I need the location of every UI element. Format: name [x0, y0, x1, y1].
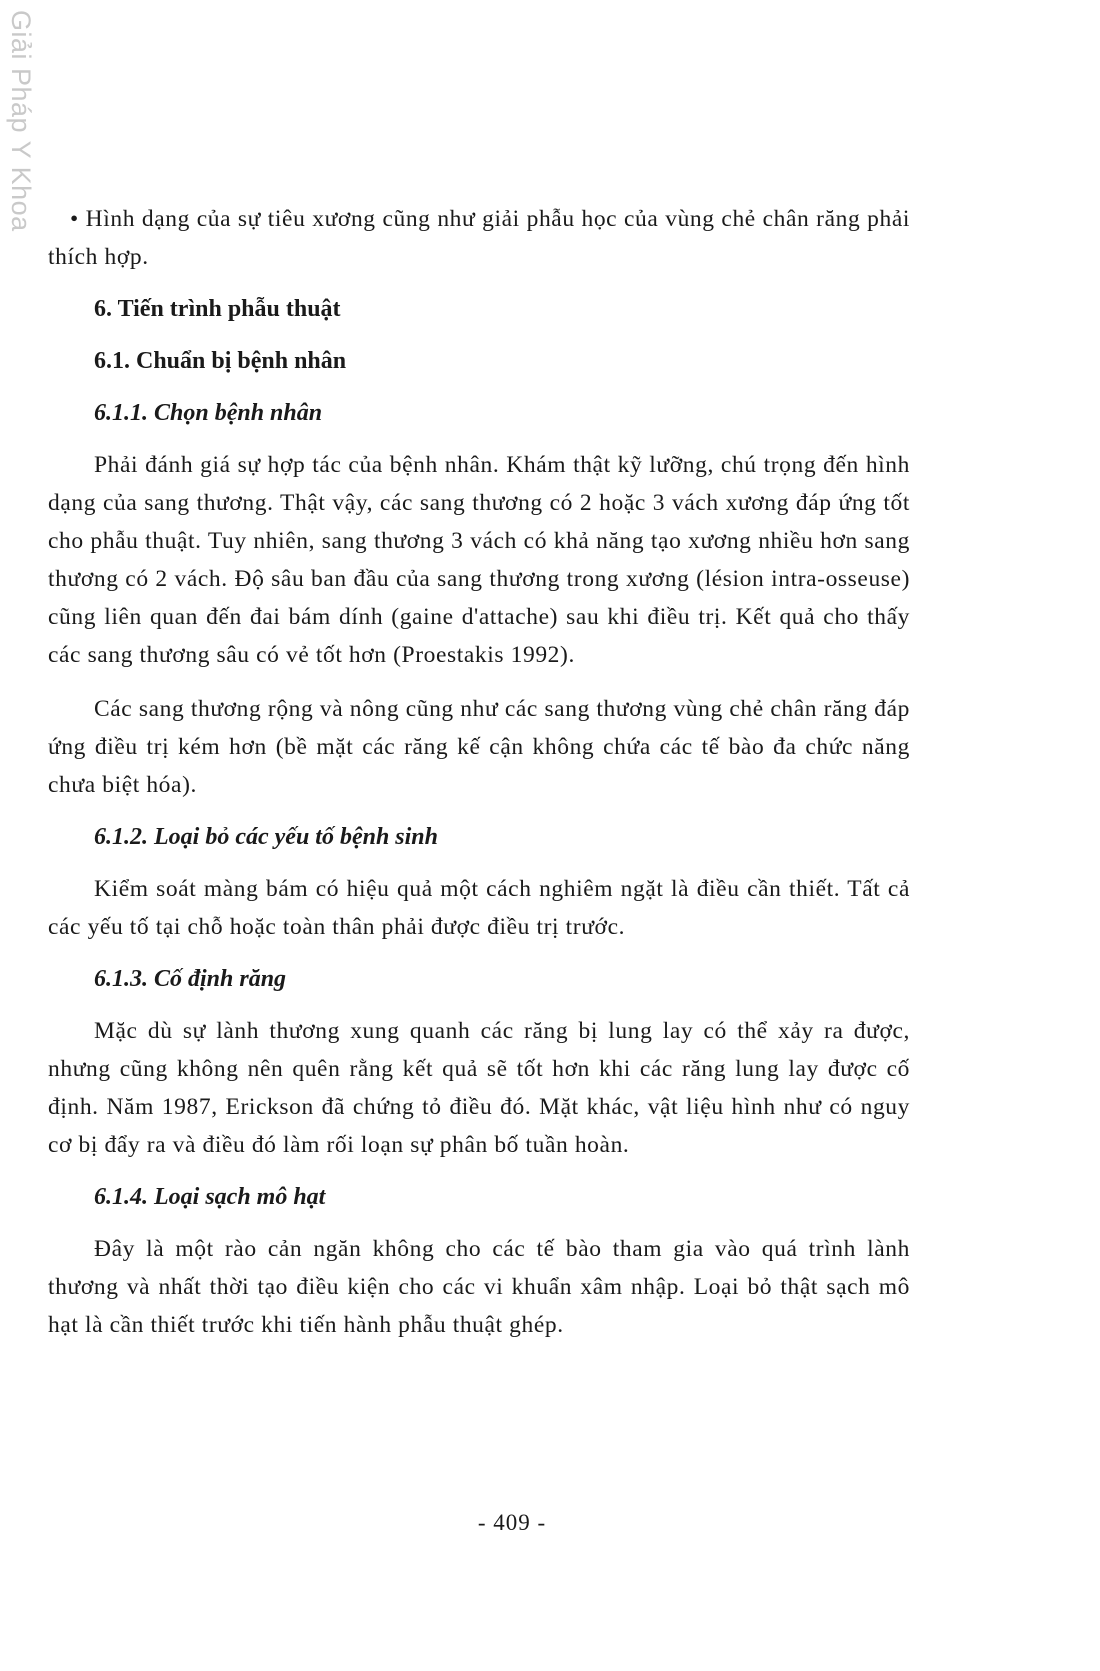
section-6-1-1-paragraph-1: Phải đánh giá sự hợp tác của bệnh nhân. Khám thật kỹ lưỡng, chú trọng đến hình dạng của sang thương. Thật vậy, các sang thương có 2 hoặc 3 vách xương đáp ứng tốt cho phẫu thuật. Tuy nhiên, sang thương 3 vách có khả năng tạo xương nhiều hơn sang thương có 2 vách. Độ sâu ban đầu của sang thương trong xương (lésion intra-osseuse) cũng liên quan đến đai bám dính (gaine d'attache) sau khi điều trị. Kết quả cho thấy các sang thương sâu có vẻ tốt hơn (Proestakis 1992). [48, 452, 910, 668]
section-6-1-heading: 6.1. Chuẩn bị bệnh nhân [94, 348, 347, 374]
section-6-1-1-paragraph-2: Các sang thương rộng và nông cũng như các sang thương vùng chẻ chân răng đáp ứng điều trị kém hơn (bề mặt các răng kế cận không chứa các tế bào đa chức năng chưa biệt hóa). [48, 696, 910, 798]
section-6-1-2-heading: 6.1.2. Loại bỏ các yếu tố bệnh sinh [94, 824, 439, 850]
section-6-1-2-paragraph: Kiểm soát màng bám có hiệu quả một cách nghiêm ngặt là điều cần thiết. Tất cả các yếu tố tại chỗ hoặc toàn thân phải được điều trị trước. [48, 876, 910, 940]
page-number: - 409 - [477, 1510, 547, 1535]
section-6-heading: 6. Tiến trình phẫu thuật [94, 296, 341, 322]
bullet-paragraph [48, 200, 910, 276]
watermark-text: Giải Pháp Y Khoa [6, 10, 36, 232]
section-6-1-3-heading: 6.1.3. Cố định răng [94, 966, 287, 992]
bullet-text: Hình dạng của sự tiêu xương cũng như giải phẫu học của vùng chẻ chân răng phải thích hợp. [48, 206, 910, 270]
section-6-1-4-paragraph: Đây là một rào cản ngăn không cho các tế bào tham gia vào quá trình lành thương và nhất thời tạo điều kiện cho các vi khuẩn xâm nhập. Loại bỏ thật sạch mô hạt là cần thiết trước khi tiến hành phẫu thuật ghép. [48, 1236, 910, 1338]
bullet-dot-icon: • [70, 206, 79, 232]
section-6-1-1-heading: 6.1.1. Chọn bệnh nhân [94, 400, 323, 426]
section-6-1-3-paragraph: Mặc dù sự lành thương xung quanh các răng bị lung lay có thể xảy ra được, nhưng cũng không nên quên rằng kết quả sẽ tốt hơn khi các răng lung lay được cố định. Năm 1987, Erickson đã chứng tỏ điều đó. Mặt khác, vật liệu hình như có nguy cơ bị đẩy ra và điều đó làm rối loạn sự phân bố tuần hoàn. [48, 1018, 910, 1158]
page-content [48, 200, 910, 1344]
section-6-1-4-heading: 6.1.4. Loại sạch mô hạt [94, 1184, 326, 1210]
